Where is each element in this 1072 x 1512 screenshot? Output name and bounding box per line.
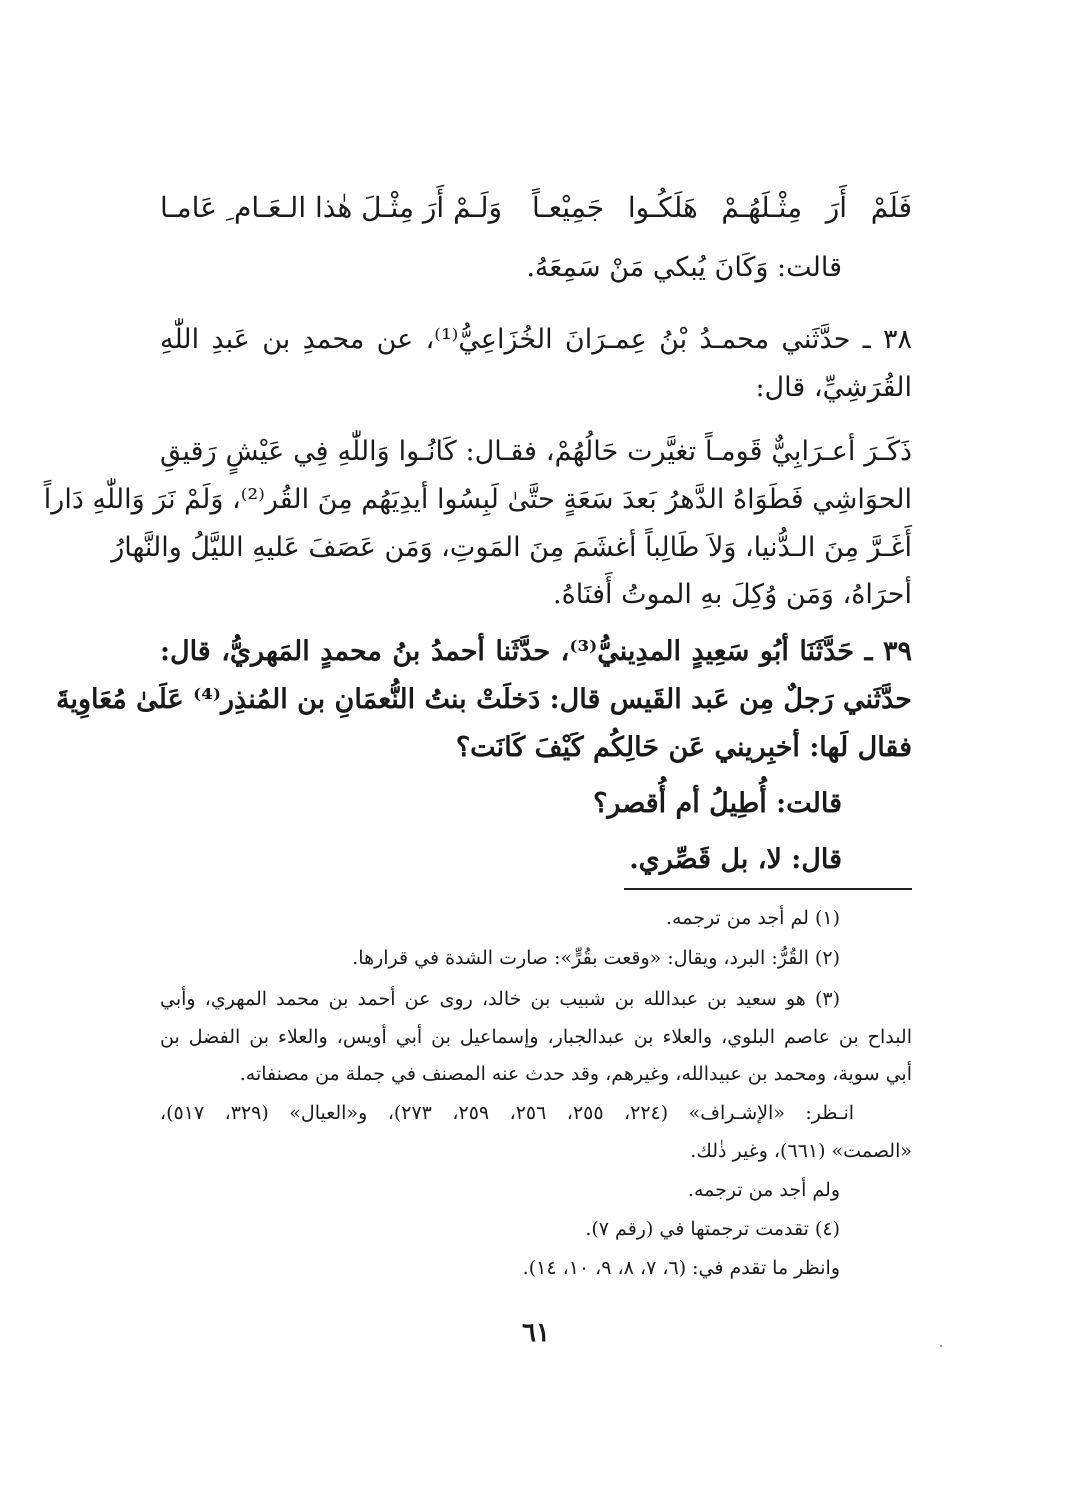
paragraph-39-line-3: فقال لَها: أخبِريني عَن حَالِكُم كَيْفَ كَانَت؟ bbox=[455, 732, 912, 763]
verse-hemistich-right: فَلَمْ أَرَ مِثْـلَهُـمْ هَلَكُـوا جَمِيْعـاً bbox=[532, 191, 912, 224]
footnote-3-line-3: أبي سوية، ومحمد بن عبيدالله، وغيرهم، وقد حدث عنه المصنف في جملة من مصنفاته. bbox=[239, 1063, 912, 1085]
paragraph-38b-line-1: ذَكَـرَ أعـرَابِيٌّ قَومـاً تغيَّرت حَالُهُمْ، فقـال: كَانُـوا وَاللّٰهِ فِي عَيْشٍ رَقيقِ bbox=[160, 436, 912, 467]
footnote-4-line-2: وانظر ما تقدم في: (٦، ٧، ٨، ٩، ١٠، ١٤). bbox=[522, 1257, 840, 1279]
paragraph-38b-line-2: الحوَاشِي فَطَوَاهُ الدَّهرُ بَعدَ سَعَةٍ حتَّىٰ لَبِسُوا أيدِيَهُم مِنَ القُر⁽²⁾، وَلَمْ نَرَ وَاللّٰهِ دَاراً bbox=[43, 484, 912, 515]
paragraph-39-line-1: ٣٩ ـ حَدَّثَنَا أبُو سَعِيدٍ المدِينيُّ⁽³⁾، حدَّثَنا أحمدُ بنُ محمدٍ المَهريُّ، قال: bbox=[160, 636, 913, 667]
paragraph-39-line-4: قالت: أُطِيلُ أم أُقصر؟ bbox=[593, 788, 842, 819]
footnote-2: (٢) القُرُّ: البرد، ويقال: «وقعت بقُرٍّ»: صارت الشدة في قرارها. bbox=[352, 947, 840, 969]
verse-comment: قالت: وَكَانَ يُبكي مَنْ سَمِعَهُ. bbox=[526, 252, 842, 283]
paragraph-38-line-1: ٣٨ ـ حدَّثَني محمـدُ بْنُ عِمـرَانَ الخُزَاعِيُّ⁽¹⁾، عن محمدِ بن عَبدِ اللّٰهِ bbox=[160, 324, 912, 355]
footnote-3-line-6: ولم أجد من ترجمه. bbox=[687, 1179, 840, 1201]
paragraph-39-line-2: حدَّثَني رَجلٌ مِن عَبد القَيس قال: دَخلَتْ بنتُ النُّعمَانِ بن المُنذِر⁽⁴⁾ عَلَىٰ مُعَاوِيةَ bbox=[55, 684, 912, 715]
scan-speck bbox=[940, 1345, 942, 1347]
footnote-3-line-5: «الصمت» (٦٦١)، وغير ذٰلك. bbox=[690, 1140, 912, 1162]
footnote-3-line-4: انـظر: «الإشـراف» (٢٢٤، ٢٥٥، ٢٥٦، ٢٥٩، ٢٧٣)، و«العيال» (٣٢٩، ٥١٧)، bbox=[160, 1102, 855, 1124]
verse-hemistich-left: وَلَـمْ أَرَ مِثْـلَ هٰذا الـعَـام ِ عَامـا bbox=[159, 191, 502, 224]
paragraph-38-line-2: القُرَشِيِّ، قال: bbox=[755, 372, 912, 403]
footnote-3-line-1: (٣) هو سعيد بن عبدالله بن شبيب بن خالد، روى عن أحمد بن محمد المهري، وأبي bbox=[160, 988, 840, 1010]
footnote-separator bbox=[624, 888, 912, 890]
paragraph-39-line-5: قال: لا، بل قَصِّري. bbox=[629, 844, 842, 875]
paragraph-38b-line-4: أحرَاهُ، وَمَن وُكِلَ بهِ الموتُ أَفنَاهُ. bbox=[553, 579, 912, 610]
page-number: ٦١ bbox=[522, 1318, 550, 1348]
footnote-4: (٤) تقدمت ترجمتها في (رقم ٧). bbox=[585, 1218, 840, 1240]
paragraph-38b-line-3: أَغَـرَّ مِنَ الـدُّنيا، وَلاَ طَالِباً أغشَمَ مِنَ المَوتِ، وَمَن عَصَفَ عَليهِ الليَّلُ والنَّهارُ bbox=[111, 532, 912, 563]
footnote-1: (١) لم أجد من ترجمه. bbox=[665, 907, 840, 929]
footnote-3-line-2: البداح بن عاصم البلوي، والعلاء بن عبدالجبار، وإسماعيل بن أبي أويس، والعلاء بن الفضل بن bbox=[160, 1026, 912, 1048]
